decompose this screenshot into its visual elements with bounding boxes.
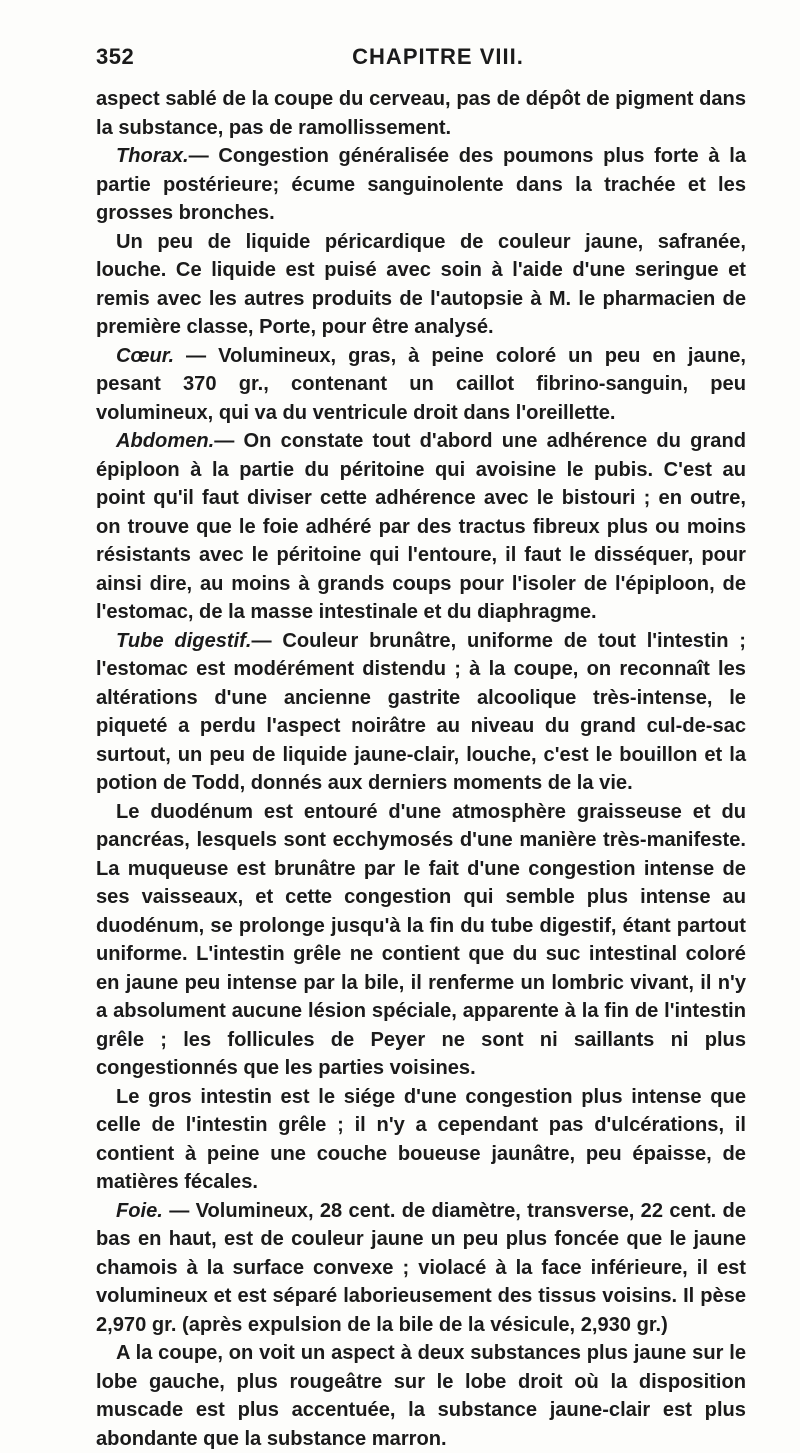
running-title: CHAPITRE VIII.: [352, 44, 524, 69]
paragraph-text: aspect sablé de la coupe du cerveau, pas de dépôt de pigment dans la substance, pas de ramollissement.: [96, 88, 746, 139]
section-heading-abdomen: Abdomen.: [116, 430, 215, 452]
paragraph-text: — Couleur brunâtre, uniforme de tout l'intestin ; l'estomac est modérément distendu ; à la coupe, on reconnaît les altérations d'une ancienne gastrite alcoolique très-intense, le piqueté a perdu l'aspect noirâtre au niveau du grand cul-de-sac surtout, un peu de liquide jaune-clair, louche, c'est le bouillon et la potion de Todd, donnés aux derniers moments de la vie.: [96, 629, 746, 794]
paragraph-continuation: [96, 85, 746, 142]
paragraph-foie: [96, 1197, 746, 1340]
paragraph-duodenum: [96, 798, 746, 1083]
paragraph-liquide: [96, 228, 746, 342]
section-heading-coeur: Cœur.: [116, 344, 175, 367]
paragraph-text: — On constate tout d'abord une adhérence du grand épiploon à la partie du péritoine qui avoisine le pubis. C'est au point qu'il faut diviser cette adhérence avec le bistouri ; en outre, on trouve que le foie adhéré par des tractus fibreux plus ou moins résistants avec le péritoine qui l'entoure, il faut le disséquer, pour ainsi dire, au moins à grands coups pour l'isoler de l'épiploon, de l'estomac, de la masse intestinale et du diaphragme.: [96, 430, 746, 623]
section-heading-foie: Foie.: [116, 1199, 163, 1222]
paragraph-text: Un peu de liquide péricardique de couleur jaune, safranée, louche. Ce liquide est puisé avec soin à l'aide d'une seringue et remis avec les autres produits de l'autopsie à M. le pharmacien de première classe, Porte, pour être analysé.: [96, 230, 746, 338]
paragraph-coeur: [96, 342, 746, 428]
page-header: [96, 44, 740, 74]
paragraph-coupe: [96, 1339, 746, 1453]
body-text: [96, 85, 746, 1453]
paragraph-text: — Volumineux, gras, à peine coloré un peu en jaune, pesant 370 gr., contenant un caillot fibrino-sanguin, peu volumineux, qui va du ventricule droit dans l'oreillette.: [96, 344, 746, 424]
paragraph-text: — Volumineux, 28 cent. de diamètre, transverse, 22 cent. de bas en haut, est de couleur jaune un peu plus foncée que le jaune chamois à la surface convexe ; violacé à la face inférieure, il est volumineux et est séparé laborieusement des tissus voisins. Il pèse 2,970 gr. (après expulsion de la bile de la vésicule, 2,930 gr.): [96, 1199, 746, 1336]
paragraph-thorax: [96, 142, 746, 228]
section-heading-thorax: Thorax.: [116, 145, 189, 167]
paragraph-gros-intestin: [96, 1083, 746, 1197]
paragraph-abdomen: [96, 427, 746, 627]
paragraph-tube-digestif: [96, 627, 746, 798]
paragraph-text: — Congestion généralisée des poumons plus forte à la partie postérieure; écume sanguinolente dans la trachée et les grosses bronches.: [96, 145, 746, 224]
paragraph-text: Le gros intestin est le siége d'une congestion plus intense que celle de l'intestin grêle ; il n'y a cependant pas d'ulcérations, il contient à peine une couche boueuse jaunâtre, peu épaisse, de matières fécales.: [96, 1085, 746, 1193]
paragraph-text: Le duodénum est entouré d'une atmosphère graisseuse et du pancréas, lesquels sont ecchymosés d'une manière très-manifeste. La muqueuse est brunâtre par le fait d'une congestion intense de ses vaisseaux, et cette congestion qui semble plus intense au duodénum, se prolonge jusqu'à la fin du tube digestif, étant partout uniforme. L'intestin grêle ne contient que du suc intestinal coloré en jaune peu intense par la bile, il renferme un lombric vivant, il n'y a absolument aucune lésion spéciale, apparente à la fin de l'intestin grêle ; les follicules de Peyer ne sont ni saillants ni plus congestionnés que les parties voisines.: [96, 800, 746, 1079]
paragraph-text: A la coupe, on voit un aspect à deux substances plus jaune sur le lobe gauche, plus rougeâtre sur le lobe droit où la disposition muscade est plus accentuée, la substance jaune-clair est plus abondante que la substance marron.: [96, 1342, 746, 1450]
page-number: 352: [96, 44, 135, 69]
section-heading-tube-digestif: Tube digestif.: [116, 629, 252, 652]
